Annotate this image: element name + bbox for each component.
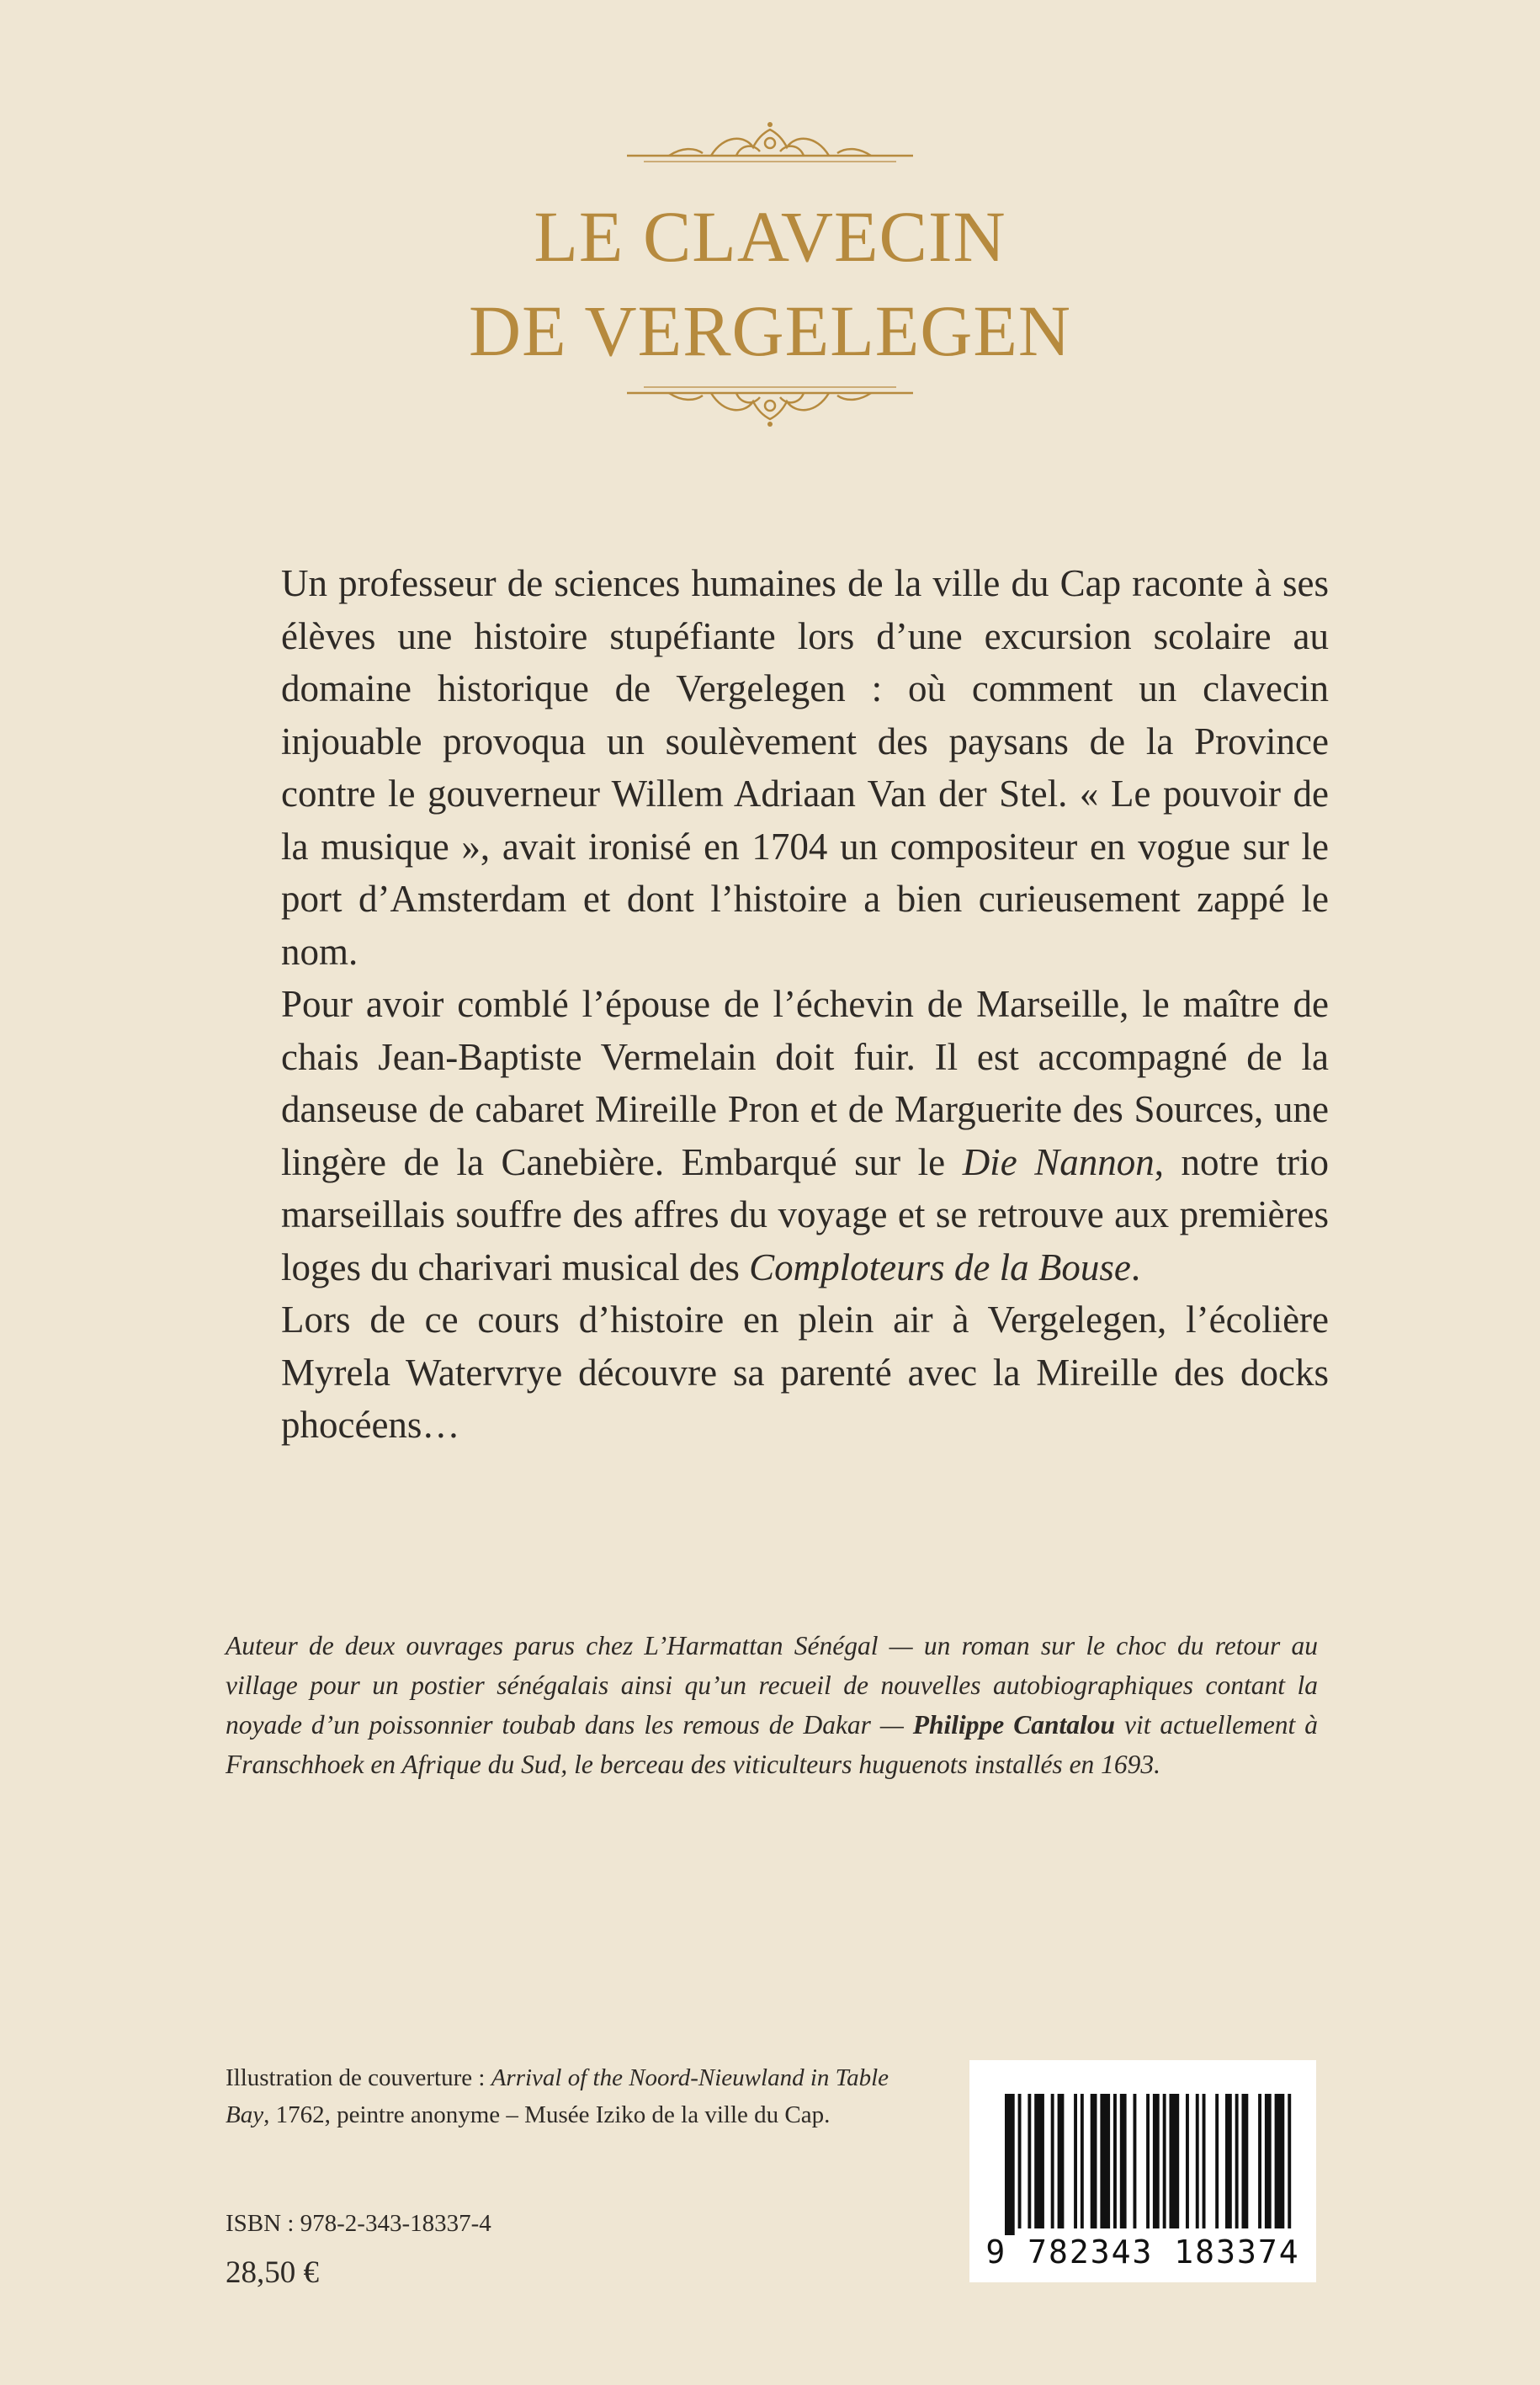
author-name: Philippe Cantalou (912, 1710, 1116, 1740)
barcode-bar (1196, 2094, 1199, 2228)
barcode-bar (1051, 2094, 1054, 2228)
synopsis-paragraph-3 (281, 1293, 1329, 1452)
cover-credits (226, 2059, 899, 2133)
barcode-bar (1005, 2094, 1015, 2235)
barcode-bar (1163, 2094, 1166, 2228)
book-title-line-2: DE VERGELEGEN (468, 290, 1072, 371)
barcode-bar (1235, 2094, 1239, 2228)
barcode-bar (1275, 2094, 1285, 2228)
synopsis-p2-text-b: , notre trio marseillais souffre des affres du voyage et se retrouve aux premières loges du charivari musical des (281, 1140, 1329, 1288)
bio-text-b: vit actuellement à Franschhoek en Afrique du Sud, le berceau des viticulteurs huguenots installés en 1693. (226, 1710, 1318, 1779)
bottom-ornament (619, 380, 921, 431)
barcode-bar (1074, 2094, 1077, 2228)
synopsis (281, 557, 1329, 1452)
barcode-bar (1100, 2094, 1110, 2228)
barcode-bar (1186, 2094, 1189, 2228)
barcode-bar (1146, 2094, 1150, 2228)
barcode-bar (1091, 2094, 1097, 2228)
synopsis-paragraph-1 (281, 557, 1329, 978)
isbn: ISBN : 978-2-343-18337-4 (226, 2210, 491, 2237)
synopsis-paragraph-2 (281, 978, 1329, 1293)
barcode-bar (1258, 2094, 1261, 2228)
synopsis-p3-text: Lors de ce cours d’histoire en plein air à Vergelegen, l’écolière Myrela Watervrye découvre sa parenté avec la Mireille des docks phocéens… (281, 1299, 1329, 1446)
barcode-bar (1225, 2094, 1232, 2228)
barcode-bar (1288, 2094, 1291, 2228)
barcode-bar (1034, 2094, 1044, 2228)
barcode-bar (1028, 2094, 1031, 2228)
top-ornament (619, 118, 921, 168)
book-title-line-1: LE CLAVECIN (534, 196, 1006, 277)
barcode-bar (1120, 2094, 1127, 2228)
barcode-bar (1215, 2094, 1219, 2228)
barcode-bar (1018, 2094, 1022, 2228)
credits-rest: , 1762, peintre anonyme – Musée Iziko de la ville du Cap. (263, 2101, 831, 2128)
barcode-bar (1170, 2094, 1180, 2228)
barcode-bar (1081, 2094, 1084, 2228)
barcode-bar (1153, 2094, 1160, 2228)
plot-name: Comploteurs de la Bouse (749, 1246, 1131, 1288)
barcode-bar (1113, 2094, 1117, 2228)
synopsis-p1-text: Un professeur de sciences humaines de la ville du Cap raconte à ses élèves une histoire stupéfiante lors d’une excursion scolaire au domaine historique de Vergelegen : où comment un clavecin injouable provoqua un soulèvement des paysans de la Province contre le gouverneur Willem Adriaan Van der Stel. « Le pouvoir de la musique », avait ironisé en 1704 un compositeur en vogue sur le port d’Amsterdam et dont l’histoire a bien curieusement zappé le nom. (281, 562, 1329, 973)
synopsis-p2-text-c: . (1130, 1246, 1141, 1288)
barcode-bar (1265, 2094, 1272, 2228)
author-bio (226, 1626, 1318, 1784)
price: 28,50 € (226, 2255, 319, 2290)
barcode-bar (1134, 2094, 1137, 2228)
artwork-title: Arrival of the Noord-Nieuwland in Table Bay (226, 2064, 889, 2128)
synopsis-p2-text-a: Pour avoir comblé l’épouse de l’échevin de Marseille, le maître de chais Jean-Baptiste Vermelain doit fuir. Il est accompagné de la danseuse de cabaret Mireille Pron et de Marguerite des Sources, une lingère de la Canebière. Embarqué sur le (281, 983, 1329, 1183)
ship-name: Die Nannon (962, 1140, 1155, 1183)
barcode-digits: 9 782343 183374 (985, 2234, 1300, 2271)
barcode (969, 2060, 1316, 2282)
barcode-bar (1242, 2094, 1249, 2228)
credits-label: Illustration de couverture : (226, 2064, 491, 2091)
barcode-bar (1058, 2094, 1065, 2228)
bio-text-a: Auteur de deux ouvrages parus chez L’Harmattan Sénégal — un roman sur le choc du retour au village pour un postier sénégalais ainsi qu’un recueil de nouvelles autobiographiques contant la noyade d’un poissonnier toubab dans les remous de Dakar — (226, 1631, 1318, 1740)
barcode-bar (1203, 2094, 1206, 2228)
